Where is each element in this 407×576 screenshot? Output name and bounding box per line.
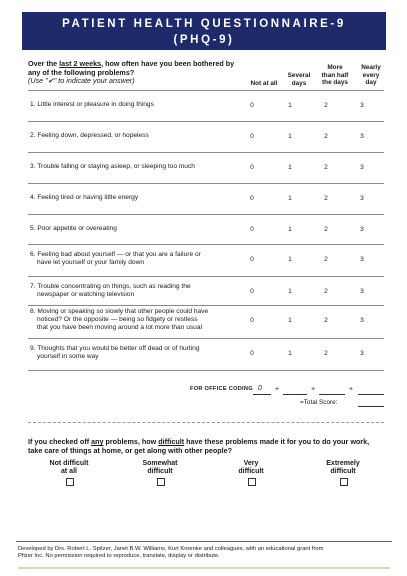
column-label-bottom: the days — [322, 79, 348, 87]
question-line: newspaper or watching television — [37, 290, 135, 298]
answer-option[interactable]: 3 — [360, 133, 364, 140]
question-line: 7. Trouble concentrating on things, such as reading the — [30, 283, 191, 290]
question-line: have let yourself or your family down — [37, 258, 145, 266]
column-label-bottom: day — [365, 79, 377, 87]
question-text — [30, 345, 250, 361]
answer-option[interactable]: 2 — [324, 288, 328, 295]
question-line: 3. Trouble falling or staying asleep, or sleeping too much — [30, 163, 195, 170]
plus-sign: + — [275, 386, 280, 393]
form-title: PATIENT HEALTH QUESTIONNAIRE-9 — [62, 18, 346, 30]
difficulty-option-not-difficult — [34, 460, 104, 477]
question-row — [28, 96, 384, 122]
question-line: 2. Feeling down, depressed, or hopeless — [30, 132, 149, 139]
answer-option[interactable]: 2 — [324, 256, 328, 263]
plus-sign: + — [311, 386, 316, 393]
answer-option[interactable]: 0 — [250, 350, 254, 357]
answer-option[interactable]: 1 — [288, 164, 292, 171]
divider — [28, 305, 384, 306]
question-row — [28, 250, 384, 276]
question-row — [28, 158, 384, 184]
section-divider — [28, 422, 384, 423]
intro-underlined: last 2 weeks — [59, 59, 102, 68]
answer-option[interactable]: 0 — [250, 288, 254, 295]
answer-option[interactable]: 3 — [360, 256, 364, 263]
answer-option[interactable]: 1 — [288, 102, 292, 109]
question-text — [30, 194, 250, 202]
option-label-bottom: difficult — [330, 468, 356, 476]
question-line: yourself in some way — [37, 352, 99, 360]
question-line: 5. Poor appetite or overeating — [30, 225, 117, 232]
divider — [28, 152, 384, 153]
difficulty-option-extremely — [308, 460, 378, 477]
answer-option[interactable]: 3 — [360, 226, 364, 233]
column-label-mid: every — [362, 71, 380, 79]
column-header-nearly-every-day — [356, 64, 386, 87]
question-intro — [28, 60, 248, 86]
question-row — [28, 344, 384, 370]
answer-option[interactable]: 1 — [288, 226, 292, 233]
answer-option[interactable]: 0 — [250, 164, 254, 171]
difficulty-any: any — [91, 437, 104, 446]
office-coding-label: FOR OFFICE CODING — [190, 386, 253, 392]
answer-option[interactable]: 1 — [288, 133, 292, 140]
answer-option[interactable]: 1 — [288, 256, 292, 263]
question-text — [30, 225, 250, 233]
answer-option[interactable]: 0 — [250, 317, 254, 324]
option-label-top: Somewhat — [142, 460, 178, 467]
column-label-top: Nearly — [361, 64, 381, 71]
difficulty-word: difficult — [158, 437, 185, 446]
office-score-column-1: 0 — [258, 385, 262, 392]
column-label-top: Several — [287, 72, 311, 79]
question-row — [28, 220, 384, 246]
answer-option[interactable]: 0 — [250, 102, 254, 109]
answer-option[interactable]: 3 — [360, 288, 364, 295]
checkbox-extremely[interactable] — [340, 478, 348, 486]
divider — [28, 214, 384, 215]
question-line: 9. Thoughts that you would be better off dead or of hurting — [30, 345, 200, 352]
question-text — [30, 163, 250, 171]
question-line: that you have been moving around a lot more than usual — [37, 323, 202, 331]
intro-text-1: Over the — [28, 59, 60, 68]
footer-line-2: Pfizer Inc. No permission required to reproduce, translate, display or distribute. — [18, 553, 220, 560]
question-text — [30, 251, 250, 267]
column-label: Not at all — [250, 80, 278, 87]
answer-option[interactable]: 0 — [250, 133, 254, 140]
difficulty-question — [28, 437, 378, 455]
divider — [28, 276, 384, 277]
answer-option[interactable]: 1 — [288, 350, 292, 357]
footer-line-1: Developed by Drs. Robert L. Spitzer, Janet B.W. Williams, Kurt Kroenke and colleagues, with an educational grant from — [18, 546, 324, 552]
option-label-bottom: difficult — [147, 468, 173, 476]
total-score-label: =Total Score: — [300, 399, 338, 406]
footer-divider — [16, 541, 392, 542]
column-header-not-at-all — [244, 80, 284, 88]
answer-option[interactable]: 2 — [324, 317, 328, 324]
answer-option[interactable]: 3 — [360, 195, 364, 202]
divider — [28, 338, 384, 339]
option-label-top: Very — [243, 460, 259, 467]
office-line-1 — [253, 394, 271, 395]
question-text — [30, 132, 250, 140]
column-label-mid: than half — [321, 71, 349, 79]
question-text — [30, 283, 250, 299]
column-header-more-than-half — [318, 64, 352, 87]
question-text — [30, 308, 250, 332]
form-subtitle: (PHQ-9) — [173, 34, 235, 46]
checkbox-very[interactable] — [248, 478, 256, 486]
question-row — [28, 127, 384, 153]
plus-sign: + — [349, 386, 354, 393]
column-header-several-days — [284, 72, 314, 87]
answer-option[interactable]: 3 — [360, 164, 364, 171]
difficulty-option-somewhat — [125, 460, 195, 477]
question-line: 1. Little interest or pleasure in doing things — [30, 101, 154, 108]
answer-option[interactable]: 3 — [360, 317, 364, 324]
form-title-banner — [22, 12, 386, 50]
difficulty-option-very — [216, 460, 286, 477]
footer-credit — [18, 546, 390, 561]
divider — [28, 370, 384, 371]
answer-option[interactable]: 1 — [288, 288, 292, 295]
answer-option[interactable]: 2 — [324, 195, 328, 202]
answer-option[interactable]: 2 — [324, 102, 328, 109]
question-text — [30, 101, 250, 109]
option-label-bottom: difficult — [238, 468, 264, 476]
divider — [28, 121, 384, 122]
question-line: noticed? Or the opposite — being so fidgety or restless — [37, 315, 198, 323]
question-line: 6. Feeling bad about yourself — or that you are a failure or — [30, 251, 201, 258]
answer-option[interactable]: 3 — [360, 102, 364, 109]
question-row — [28, 189, 384, 215]
difficulty-text-3: have these problems made it for you to do your work, take care of things at home, or get along with other people? — [28, 437, 370, 455]
difficulty-text-2: problems, how — [103, 437, 159, 446]
difficulty-text-1: If you checked off — [28, 437, 92, 446]
instruction-text: (Use "✔" to indicate your answer) — [28, 76, 135, 86]
checkbox-somewhat[interactable] — [157, 478, 165, 486]
answer-option[interactable]: 3 — [360, 350, 364, 357]
answer-option[interactable]: 2 — [324, 133, 328, 140]
answer-option[interactable]: 2 — [324, 226, 328, 233]
total-score-field[interactable] — [358, 406, 384, 407]
divider — [28, 244, 384, 245]
question-line: 4. Feeling tired or having little energy — [30, 194, 139, 201]
question-row — [28, 308, 384, 337]
divider — [28, 90, 384, 91]
office-line-2[interactable] — [283, 394, 307, 395]
question-line: 8. Moving or speaking so slowly that other people could have — [30, 308, 209, 315]
option-label-top: Extremely — [326, 460, 360, 467]
column-label-top: More — [327, 64, 343, 71]
option-label-bottom: at all — [61, 468, 77, 476]
footer-accent-bar — [18, 567, 390, 569]
office-line-4[interactable] — [358, 394, 384, 395]
intro-text-2: , how often have you been bothered by any of the following problems? — [28, 59, 235, 77]
column-label-bottom: days — [291, 79, 307, 87]
answer-option[interactable]: 1 — [288, 317, 292, 324]
option-label-top: Not difficult — [49, 460, 89, 467]
divider — [28, 183, 384, 184]
answer-option[interactable]: 2 — [324, 164, 328, 171]
checkbox-not-difficult[interactable] — [66, 478, 74, 486]
answer-option[interactable]: 0 — [250, 256, 254, 263]
answer-option[interactable]: 2 — [324, 350, 328, 357]
office-line-3[interactable] — [319, 394, 345, 395]
answer-option[interactable]: 0 — [250, 226, 254, 233]
answer-option[interactable]: 1 — [288, 195, 292, 202]
answer-option[interactable]: 0 — [250, 195, 254, 202]
